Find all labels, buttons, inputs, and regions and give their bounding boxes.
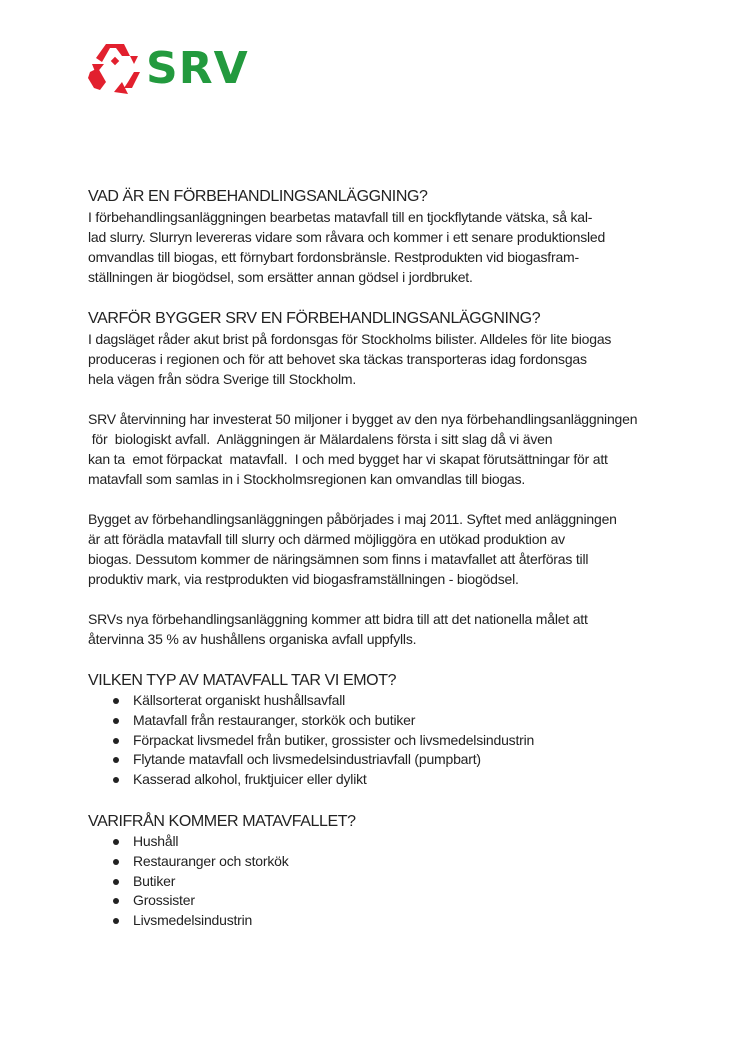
paragraph: Bygget av förbehandlingsanläggningen påbörjades i maj 2011. Syftet med anläggningen är att förädla matavfall till slurry och därmed möjliggöra en utökad produktion av biogas. Dessutom kommer de näringsämnen som finns i matavfallet att återföras till produktiv mark, via restprodukten vid biogasframställningen - biogödsel.: [88, 511, 617, 587]
logo-wordmark: SRV: [146, 43, 249, 94]
list-item: Grossister: [88, 891, 668, 911]
list-item: Förpackat livsmedel från butiker, grossister och livsmedelsindustrin: [88, 731, 668, 751]
section-heading: VAD ÄR EN FÖRBEHANDLINGSANLÄGGNING?: [88, 188, 428, 205]
section-heading: VARFÖR BYGGER SRV EN FÖRBEHANDLINGSANLÄGGNING?: [88, 310, 541, 327]
list-item: Matavfall från restauranger, storkök och butiker: [88, 711, 668, 731]
paragraph: SRV återvinning har investerat 50 miljoner i bygget av den nya förbehandlingsanläggningen för biologiskt avfall. Anläggningen är Mälardalens första i sitt slag då vi även kan ta emot förpackat matavfall. I och med bygget har vi skapat förutsättningar för att matavfall som samlas in i Stockholmsregionen kan omvandlas till biogas.: [88, 411, 638, 487]
paragraph: I dagsläget råder akut brist på fordonsgas för Stockholms bilister. Alldeles för lite biogas produceras i regionen och för att behovet ska täckas transporteras idag fordonsgas hela vägen från södra Sverige till Stockholm.: [88, 331, 612, 387]
paragraph: SRVs nya förbehandlingsanläggning kommer att bidra till att det nationella målet att återvinna 35 % av hushållens organiska avfall uppfylls.: [88, 611, 588, 647]
list-item: Livsmedelsindustrin: [88, 911, 668, 931]
srv-logo: [86, 42, 261, 98]
recycle-arrows-icon: [86, 42, 144, 98]
section-heading: VARIFRÅN KOMMER MATAVFALLET?: [88, 812, 356, 830]
list-item: Kasserad alkohol, fruktjuicer eller dylikt: [88, 770, 668, 790]
list-item: Flytande matavfall och livsmedelsindustriavfall (pumpbart): [88, 750, 668, 770]
list-item: Restauranger och storkök: [88, 852, 668, 872]
paragraph: I förbehandlingsanläggningen bearbetas matavfall till en tjockflytande vätska, så kal- lad slurry. Slurryn levereras vidare som råvara och kommer i ett senare produktionsled omvandlas till biogas, ett förnybart fordonsbränsle. Restprodukten vid biogasfram- ställningen är biogödsel, som ersätter annan gödsel i jordbruket.: [88, 209, 606, 285]
section-heading: VILKEN TYP AV MATAVFALL TAR VI EMOT?: [88, 672, 397, 689]
document-body: [88, 187, 668, 931]
list-item: Butiker: [88, 872, 668, 892]
bullet-list: [88, 691, 668, 790]
bullet-list: [88, 832, 668, 931]
list-item: Hushåll: [88, 832, 668, 852]
list-item: Källsorterat organiskt hushållsavfall: [88, 691, 668, 711]
